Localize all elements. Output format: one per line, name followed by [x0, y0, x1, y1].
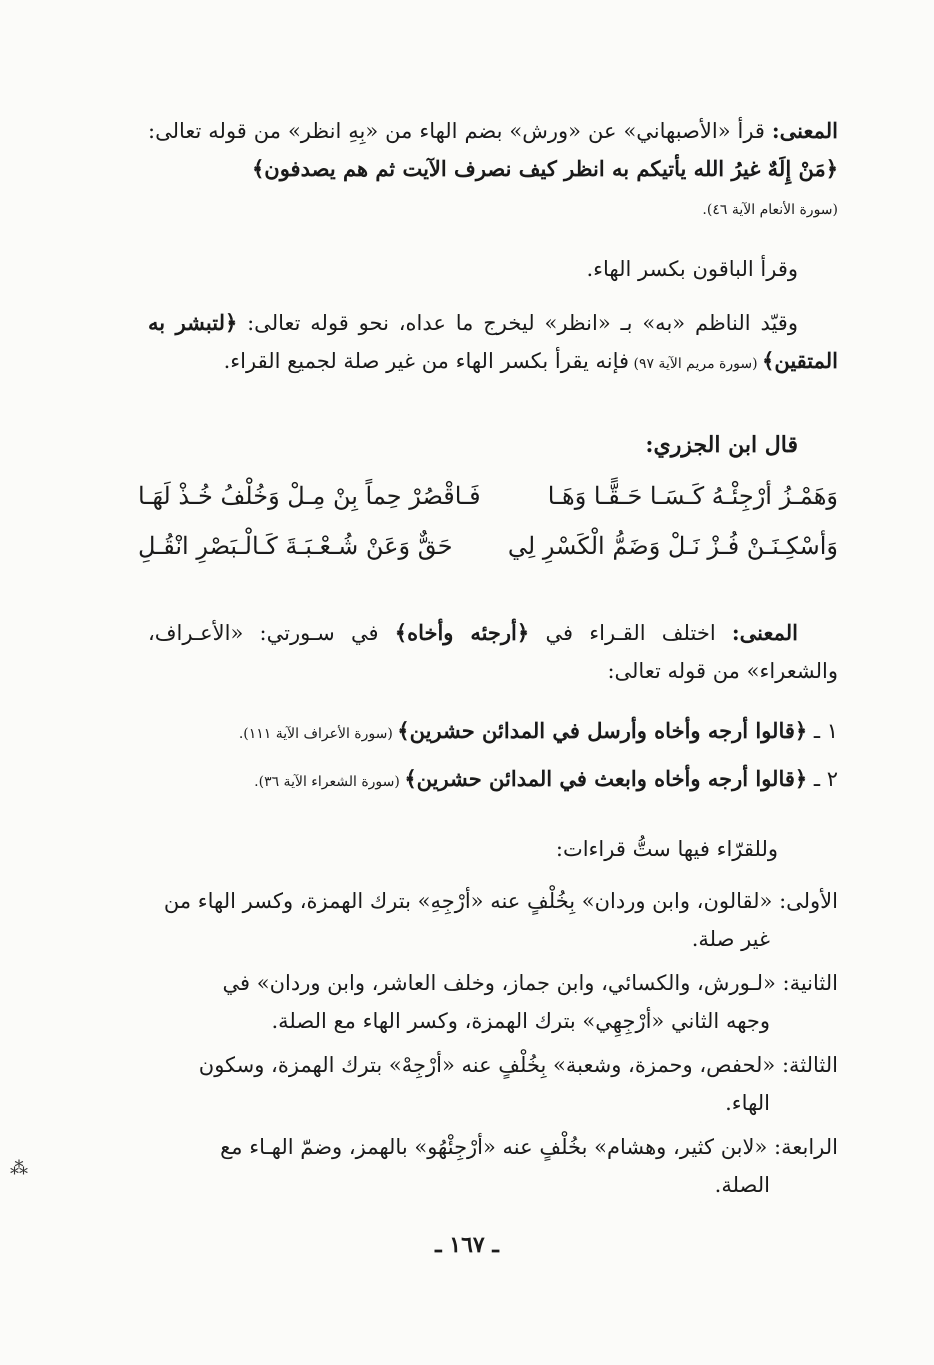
numbered-item-1 — [148, 712, 838, 753]
quran-verse: ﴿أرجئه وأخاه﴾ — [394, 620, 530, 645]
paragraph-six-readings — [148, 830, 838, 868]
reading-continuation: غير صلة. — [691, 927, 770, 951]
quran-verse: ﴿قالوا أرجه وأخاه وابعث في المدائن حشرين﴾ — [404, 766, 808, 791]
reading-continuation: الصلة. — [714, 1173, 770, 1197]
reading-first — [148, 882, 838, 958]
reading-label: الأولى: — [779, 889, 838, 913]
quran-verse: ﴿قالوا أرجه وأخاه وأرسل في المدائن حشرين﴾ — [397, 718, 808, 743]
reading-fourth — [148, 1128, 838, 1204]
paragraph-restriction — [148, 304, 838, 383]
reading-text: «لقالون، وابن وردان» بِخُلْفٍ عنه «أرْجِهِ» بترك الهمزة، وكسر الهاء من — [163, 889, 780, 913]
paragraph-text: وقرأ الباقون بكسر الهاء. — [586, 257, 798, 281]
surah-reference: (سورة الأنعام الآية ٤٦). — [702, 202, 838, 218]
paragraph-text: اختلف القـراء في — [529, 621, 732, 645]
reading-label: الرابعة: — [774, 1135, 838, 1159]
reading-text: «لـورش، والكسائي، وابن جماز، وخلف العاشر، وابن وردان» في — [222, 971, 783, 995]
reading-label: الثانية: — [782, 971, 838, 995]
verse-second-hemistich: فَـاقْصُرْ حِماً بِنْ مِـلْ وَخُلْفُ خُـذْ لَهَـا — [138, 482, 481, 510]
surah-reference: (سورة الأعراف الآية ١١١). — [238, 726, 398, 742]
poem-verse-2 — [138, 524, 838, 568]
item-number: ١ ـ — [807, 719, 838, 743]
reading-continuation: الهاء. — [725, 1091, 770, 1115]
paragraph-meaning-2 — [148, 614, 838, 690]
meaning-label: المعنى: — [731, 620, 799, 645]
paragraph-meaning-1 — [148, 112, 838, 229]
paragraph-text: فإنه يقرأ بكسر الهاء من غير صلة لجميع القراء. — [223, 349, 630, 373]
paragraph-others-reading — [148, 250, 838, 288]
reading-second — [148, 964, 838, 1040]
verse-first-hemistich: وَأسْكِـنَـنْ فُـزْ نَـلْ وَضَمُّ الْكَسْرِ لِي — [507, 532, 838, 560]
surah-reference: (سورة مريم الآية ٩٧) — [629, 356, 763, 372]
reading-text: «لابن كثير، وهشام» بخُلْفٍ عنه «أرْجِئْهُو» بالهمز، وضمّ الهـاء مع — [220, 1135, 775, 1159]
reading-text: «لحفص، وحمزة، وشعبة» بِخُلْفٍ عنه «أرْجِهْ» بترك الهمزة، وسكون — [198, 1053, 782, 1077]
paragraph-text: وللقرّاء فيها ستُّ قراءات: — [555, 837, 778, 861]
reading-label: الثالثة: — [781, 1053, 838, 1077]
page-number: ـ ١٦٧ ـ — [435, 1232, 499, 1258]
reading-third — [148, 1046, 838, 1122]
paragraph-text: في سـورتي: «الأعـراف، والشعراء» من قوله تعالى: — [148, 621, 838, 683]
scan-speck-icon: ⁂ — [10, 1158, 28, 1179]
poem-verse-1 — [138, 474, 838, 518]
surah-reference: (سورة الشعراء الآية ٣٦). — [254, 774, 405, 790]
quran-verse: ﴿مَنْ إِلَهٌ غيرُ الله يأتيكم به انظر كيف نصرف الآيت ثم هم يصدفون﴾ — [251, 156, 838, 181]
numbered-item-2 — [148, 760, 838, 801]
meaning-label: المعنى: — [771, 118, 838, 143]
section-heading: قال ابن الجزري: — [645, 432, 798, 458]
verse-second-hemistich: حَقٌّ وَعَنْ شُـعْـبَـةَ كَـالْـبَصْرِ انْقُـلِ — [138, 532, 453, 560]
item-number: ٢ ـ — [807, 767, 838, 791]
quran-verse: ﴿لتبشر به المتقين﴾ — [148, 310, 838, 373]
verse-first-hemistich: وَهَمْـزُ أرْجِئْـهُ كَـسَـا حَـقًّـا وَهَـا — [547, 482, 838, 510]
reading-continuation: وجهه الثاني «أرْجِهِي» بترك الهمزة، وكسر الهاء مع الصلة. — [271, 1009, 770, 1033]
paragraph-text: وقيّد الناظم «به» بـ «انظر» ليخرج ما عداه، نحو قوله تعالى: — [237, 311, 798, 335]
paragraph-text: قرأ «الأصبهاني» عن «ورش» بضم الهاء من «بِهِ انظر» من قوله تعالى: — [148, 119, 772, 143]
